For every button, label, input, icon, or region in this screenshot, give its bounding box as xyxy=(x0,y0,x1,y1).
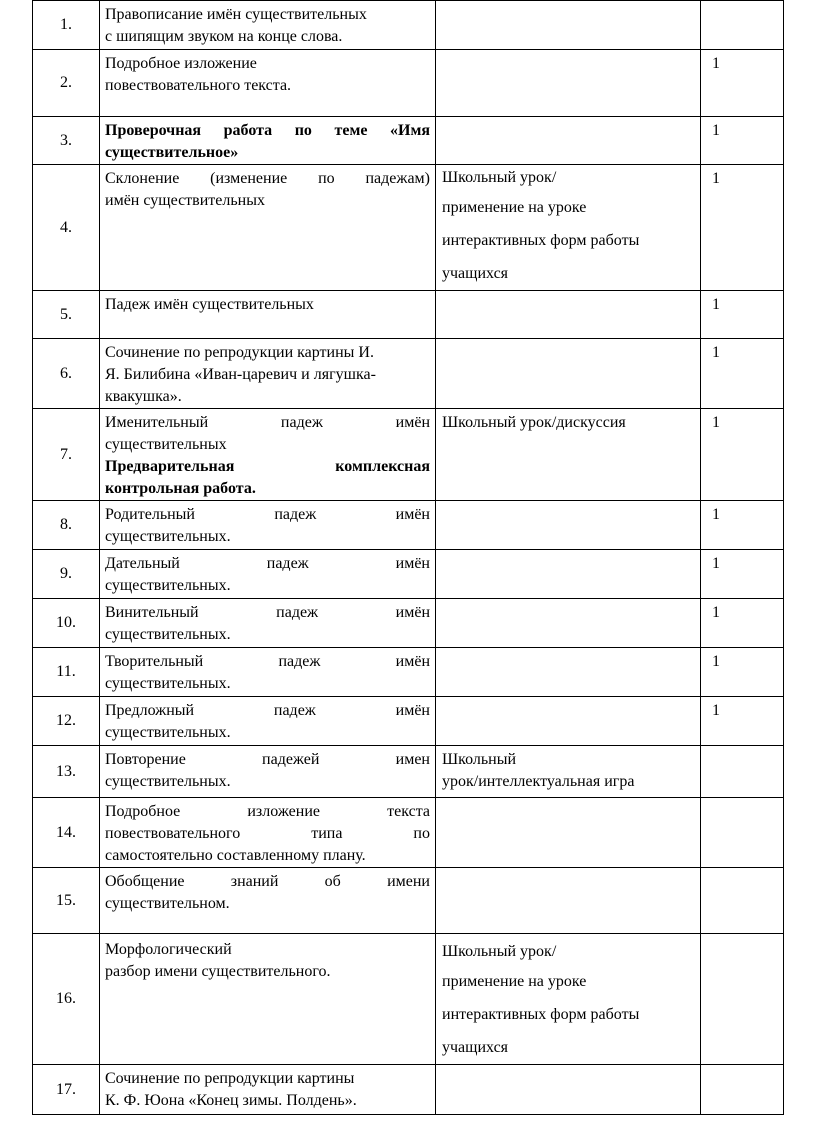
lesson-form xyxy=(436,550,701,599)
lesson-topic: Дательный падеж имён существительных. xyxy=(100,550,436,599)
lesson-form xyxy=(436,1065,701,1115)
lesson-form xyxy=(436,117,701,165)
row-number: 9. xyxy=(33,550,100,599)
lesson-form xyxy=(436,868,701,934)
lesson-topic: Склонение (изменение по падежам) имён существительных xyxy=(100,165,436,291)
table-row xyxy=(33,648,784,697)
row-number: 17. xyxy=(33,1065,100,1115)
lesson-hours: 1 xyxy=(701,291,784,339)
lesson-hours xyxy=(701,746,784,798)
lesson-topic: Правописание имён существительных с шипящим звуком на конце слова. xyxy=(100,1,436,50)
lesson-hours: 1 xyxy=(701,599,784,648)
lesson-hours: 1 xyxy=(701,165,784,291)
row-number: 2. xyxy=(33,50,100,117)
lesson-hours xyxy=(701,868,784,934)
lesson-hours xyxy=(701,1,784,50)
lesson-hours: 1 xyxy=(701,550,784,599)
row-number: 13. xyxy=(33,746,100,798)
table-row xyxy=(33,550,784,599)
lesson-topic: Обобщение знаний об имени существительном. xyxy=(100,868,436,934)
lesson-form xyxy=(436,599,701,648)
table-row xyxy=(33,599,784,648)
table-row xyxy=(33,339,784,409)
lesson-form xyxy=(436,339,701,409)
lesson-topic: Подробное изложение повествовательного текста. xyxy=(100,50,436,117)
lesson-topic: Сочинение по репродукции картины И. Я. Билибина «Иван-царевич и лягушка- квакушка». xyxy=(100,339,436,409)
lesson-hours: 1 xyxy=(701,50,784,117)
lesson-form: Школьный урок/дискуссия xyxy=(436,409,701,501)
table-row xyxy=(33,409,784,501)
table-row xyxy=(33,291,784,339)
row-number: 6. xyxy=(33,339,100,409)
lesson-topic: Винительный падеж имён существительных. xyxy=(100,599,436,648)
table-row xyxy=(33,117,784,165)
lesson-topic: Подробное изложение текста повествовательного типа по самостоятельно составленному плану. xyxy=(100,798,436,868)
row-number: 11. xyxy=(33,648,100,697)
lesson-hours: 1 xyxy=(701,648,784,697)
lesson-hours: 1 xyxy=(701,339,784,409)
row-number: 3. xyxy=(33,117,100,165)
lesson-form xyxy=(436,798,701,868)
lesson-topic: Именительный падеж имён существительных Предварительная комплексная контрольная работа. xyxy=(100,409,436,501)
table-row xyxy=(33,165,784,291)
lesson-topic: Родительный падеж имён существительных. xyxy=(100,501,436,550)
row-number: 10. xyxy=(33,599,100,648)
lesson-topic: Творительный падеж имён существительных. xyxy=(100,648,436,697)
row-number: 4. xyxy=(33,165,100,291)
row-number: 5. xyxy=(33,291,100,339)
lesson-form: Школьный урок/ применение на уроке интерактивных форм работы учащихся xyxy=(436,165,701,291)
lesson-form xyxy=(436,648,701,697)
lesson-hours xyxy=(701,798,784,868)
lesson-topic: Предложный падеж имён существительных. xyxy=(100,697,436,746)
lesson-hours xyxy=(701,1065,784,1115)
row-number: 7. xyxy=(33,409,100,501)
row-number: 8. xyxy=(33,501,100,550)
lesson-form: Школьный урок/ применение на уроке интерактивных форм работы учащихся xyxy=(436,934,701,1065)
lesson-form xyxy=(436,1,701,50)
lesson-hours: 1 xyxy=(701,409,784,501)
table-row xyxy=(33,697,784,746)
lesson-topic: Повторение падежей имен существительных. xyxy=(100,746,436,798)
lesson-hours: 1 xyxy=(701,697,784,746)
row-number: 14. xyxy=(33,798,100,868)
lesson-form xyxy=(436,50,701,117)
lesson-hours: 1 xyxy=(701,117,784,165)
row-number: 1. xyxy=(33,1,100,50)
table-row xyxy=(33,1065,784,1115)
table-row xyxy=(33,798,784,868)
lesson-topic: Морфологический разбор имени существительного. xyxy=(100,934,436,1065)
lesson-plan-table xyxy=(32,0,784,1115)
table-row xyxy=(33,50,784,117)
row-number: 16. xyxy=(33,934,100,1065)
lesson-topic: Падеж имён существительных xyxy=(100,291,436,339)
lesson-hours: 1 xyxy=(701,501,784,550)
row-number: 12. xyxy=(33,697,100,746)
table-row xyxy=(33,868,784,934)
lesson-hours xyxy=(701,934,784,1065)
table-row xyxy=(33,934,784,1065)
lesson-topic: Сочинение по репродукции картины К. Ф. Юона «Конец зимы. Полдень». xyxy=(100,1065,436,1115)
lesson-form xyxy=(436,697,701,746)
lesson-form xyxy=(436,291,701,339)
lesson-form xyxy=(436,501,701,550)
lesson-form: Школьный урок/интеллектуальная игра xyxy=(436,746,701,798)
table-row xyxy=(33,1,784,50)
table-row xyxy=(33,746,784,798)
lesson-topic: Проверочная работа по теме «Имя существительное» xyxy=(100,117,436,165)
table-row xyxy=(33,501,784,550)
row-number: 15. xyxy=(33,868,100,934)
